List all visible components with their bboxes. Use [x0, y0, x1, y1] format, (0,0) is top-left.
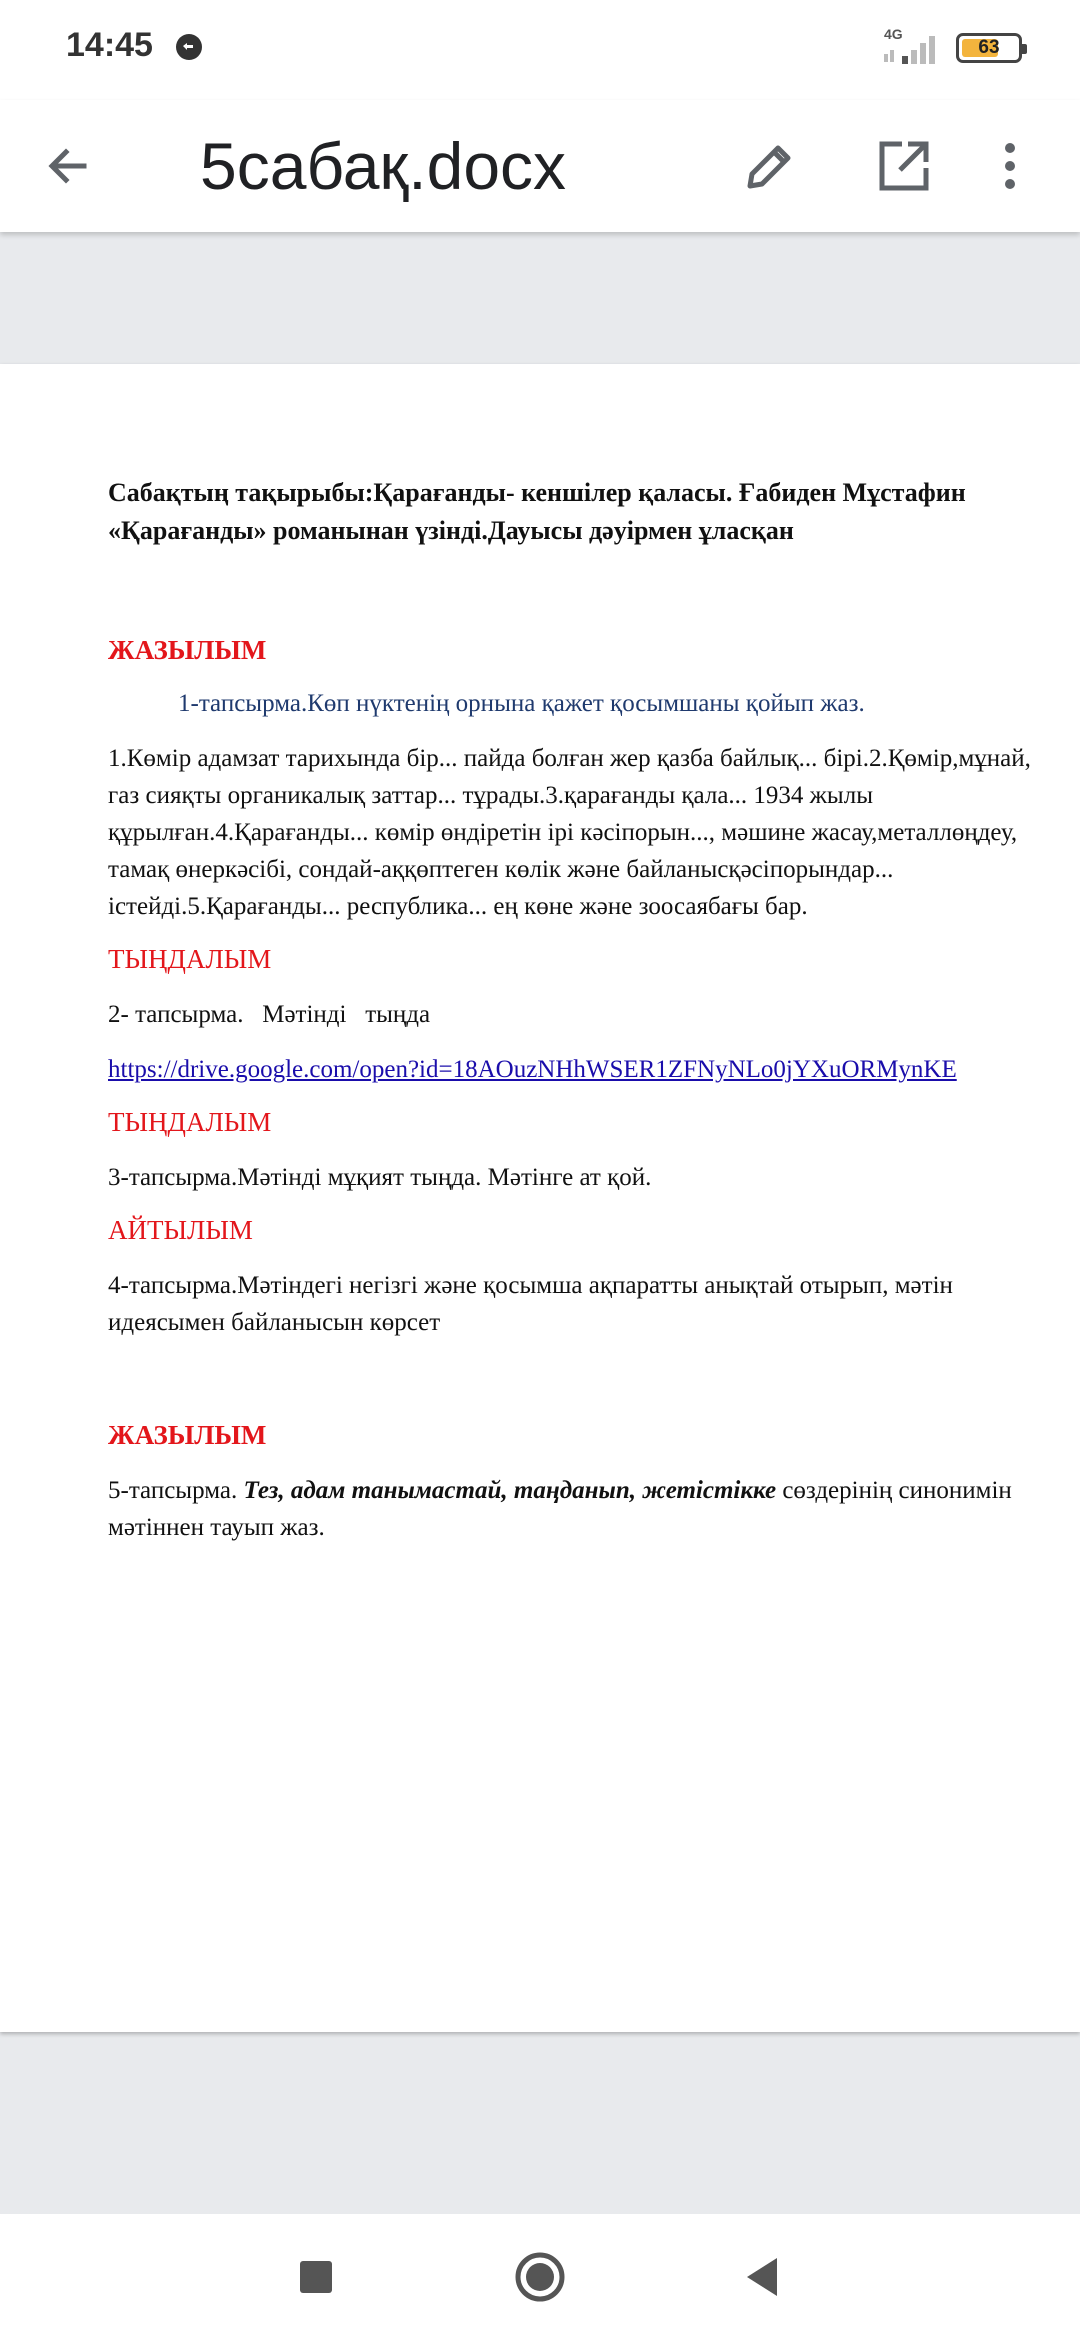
section-heading-speaking: АЙТЫЛЫМ	[108, 1215, 253, 1245]
messenger-notification-icon	[174, 32, 204, 62]
battery-icon	[956, 33, 1022, 63]
status-time: 14:45	[66, 26, 153, 64]
status-bar	[0, 0, 1080, 100]
app-bar	[0, 100, 1080, 232]
drive-link[interactable]: https://drive.google.com/open?id=18AOuzNHhWSER1ZFNyNLo0jYXuORMynKE	[108, 1056, 957, 1083]
task-5-prefix: 5-тапсырма.	[108, 1477, 244, 1504]
task-5-text	[108, 1472, 1038, 1546]
task-2-title: 2- тапсырма. Мәтінді тыңда	[108, 1001, 431, 1028]
section-heading-writing: ЖАЗЫЛЫМ	[108, 635, 267, 665]
status-indicators	[882, 28, 1022, 68]
document-title: 5сабақ.docx	[200, 129, 567, 203]
back-arrow-icon[interactable]	[38, 136, 98, 196]
back-triangle-icon[interactable]	[727, 2242, 797, 2312]
task-5-suffix: сөздерінің синонимін мәтіннен тауып жаз.	[108, 1477, 1025, 1541]
document-body	[108, 474, 1038, 1546]
section-heading-writing-2: ЖАЗЫЛЫМ	[108, 1420, 267, 1450]
battery-level: 63	[978, 37, 1000, 58]
cellular-signal-icon	[882, 26, 942, 66]
open-external-icon[interactable]	[872, 134, 936, 198]
section-heading-listening: ТЫҢДАЛЫМ	[108, 944, 272, 974]
task-3-title: 3-тапсырма.Мәтінді мұқият тыңда. Мәтінге ат қой.	[108, 1164, 652, 1191]
task-4-title: 4-тапсырма.Мәтіндегі негізгі және қосымша ақпаратты анықтай отырып, мәтін идеясымен байланысын көрсет	[108, 1272, 953, 1336]
home-circle-icon[interactable]	[505, 2242, 575, 2312]
edit-pencil-icon[interactable]	[738, 134, 802, 198]
lesson-topic: Сабақтың тақырыбы:Қарағанды- кеншілер қаласы. Ғабиден Мұстафин «Қарағанды» романынан үзінді.Дауысы дәуірмен ұласқан	[108, 478, 966, 545]
task-5-emphasis: Тез, адам танымастай, таңданып, жетістікке	[243, 1477, 777, 1504]
task-1-text: 1.Көмір адамзат тарихында бір... пайда болған жер қазба байлық... бірі.2.Қөмір,мұнай, газ сияқты органикалық заттар... тұрады.3.қарағанды қала... 1934 жылы құрылған.4.Қарағанды... көмір өндіретін ірі кәсіпорын..., мәшине жасау,металлөңдеу, тамақ өнеркәсібі, сондай-аққөптеген көлік және байланысқәсіпорындар... істейді.5.Қарағанды... республика... ең көне және зоосаябағы бар.	[108, 745, 1031, 920]
system-navigation-bar	[0, 2214, 1080, 2340]
more-vert-icon[interactable]	[990, 134, 1030, 198]
section-heading-listening-2: ТЫҢДАЛЫМ	[108, 1107, 272, 1137]
network-type-label: 4G	[884, 26, 903, 42]
recents-square-icon[interactable]	[280, 2242, 350, 2312]
task-2-link-wrapper	[108, 1051, 1038, 1088]
document-page[interactable]	[0, 364, 1080, 2032]
task-1-title: 1-тапсырма.Көп нүктенің орнына қажет қосымшаны қойып жаз.	[178, 690, 865, 717]
